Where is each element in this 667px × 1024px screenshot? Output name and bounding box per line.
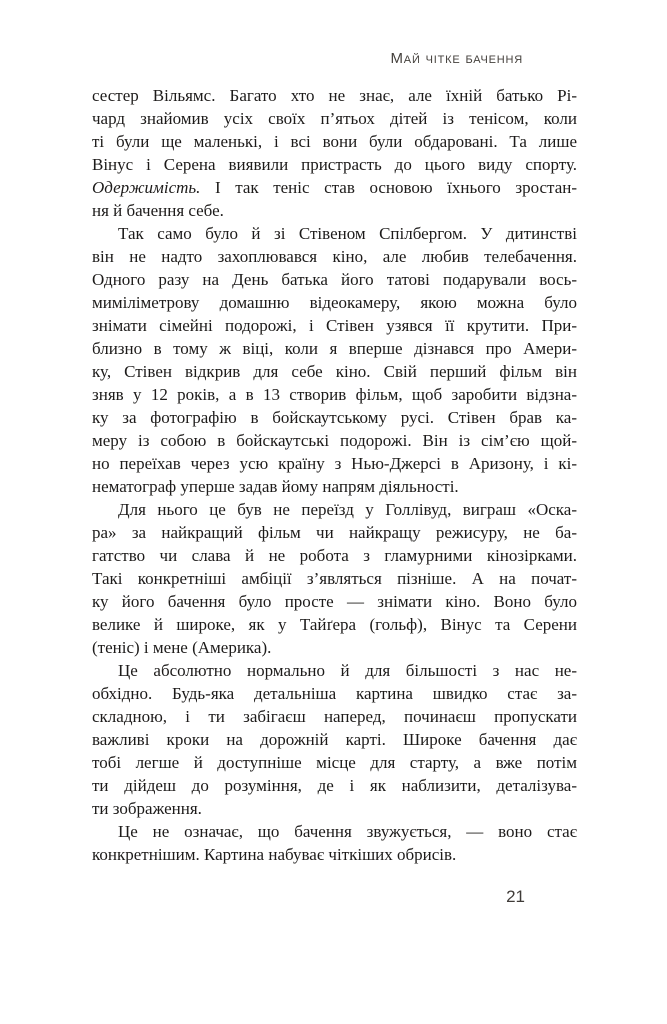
text-segment: важливі кроки на дорожній карті. Широке бачення дає (92, 730, 577, 749)
text-segment: Вінус і Серена виявили пристрасть до цього виду спорту. (92, 155, 577, 174)
text-line (92, 153, 577, 176)
text-line (92, 452, 577, 475)
text-line (92, 498, 577, 521)
text-line (92, 751, 577, 774)
text-line (92, 337, 577, 360)
text-line (92, 84, 577, 107)
text-segment: велике й широке, як у Тайґера (гольф), Вінус та Серени (92, 615, 577, 634)
text-line (92, 176, 577, 199)
text-segment: чард знайомив усіх своїх п’ятьох дітей із тенісом, коли (92, 109, 577, 128)
text-line (92, 268, 577, 291)
text-segment: Так само було й зі Стівеном Спілбергом. У дитинстві (118, 224, 577, 243)
text-segment: знімати сімейні подорожі, і Стівен узявся її крутити. При- (92, 316, 577, 335)
text-segment: сестер Вільямс. Багато хто не знає, але їхній батько Рі- (92, 86, 577, 105)
text-line (92, 797, 577, 820)
text-line (92, 314, 577, 337)
page-body-text (92, 84, 577, 866)
text-segment: но переїхав через усю країну з Нью-Джерсі в Аризону, і кі- (92, 454, 577, 473)
text-line (92, 360, 577, 383)
text-segment: гатство чи слава й не робота з гламурними кінозірками. (92, 546, 577, 565)
text-segment: І так теніс став основою їхнього зростан- (200, 178, 577, 197)
text-segment: ку за фотографію в бойскаутському русі. Стівен брав ка- (92, 408, 577, 427)
text-line (92, 107, 577, 130)
running-header: Май чітке бачення (390, 50, 523, 67)
text-segment: Це абсолютно нормально й для більшості з нас не- (118, 661, 577, 680)
text-line (92, 222, 577, 245)
text-line (92, 406, 577, 429)
text-line (92, 245, 577, 268)
text-line (92, 774, 577, 797)
text-segment: Одного разу на День батька його татові подарували вось- (92, 270, 577, 289)
paragraph (92, 820, 577, 866)
text-line (92, 820, 577, 843)
text-segment: Для нього це був не переїзд у Голлівуд, виграш «Оска- (118, 500, 577, 519)
text-line (92, 429, 577, 452)
text-segment: миміліметрову домашню відеокамеру, якою можна було (92, 293, 577, 312)
text-segment: конкретнішим. Картина набуває чіткіших обрисів. (92, 845, 457, 864)
paragraph (92, 222, 577, 498)
text-line (92, 613, 577, 636)
italic-text-segment: Одержимість. (92, 178, 201, 197)
text-segment: ті були ще маленькі, і всі вони були обдаровані. Та лише (92, 132, 577, 151)
text-segment: він не надто захоплювався кіно, але любив телебачення. (92, 247, 577, 266)
text-segment: зняв у 12 років, а в 13 створив фільм, щоб заробити відзна- (92, 385, 577, 404)
text-segment: нематограф уперше задав йому напрям діяльності. (92, 477, 459, 496)
text-line (92, 590, 577, 613)
text-line (92, 659, 577, 682)
text-segment: близно в тому ж віці, коли я вперше дізнався про Амери- (92, 339, 577, 358)
text-line (92, 475, 577, 498)
text-segment: складною, і ти забігаєш наперед, починаєш пропускати (92, 707, 577, 726)
text-segment: Це не означає, що бачення звужується, — воно стає (118, 822, 577, 841)
text-segment: ра» за найкращий фільм чи найкращу режисуру, не ба- (92, 523, 577, 542)
text-line (92, 705, 577, 728)
text-segment: меру із собою в бойскаутські подорожі. Він із сім’єю щой- (92, 431, 577, 450)
text-line (92, 636, 577, 659)
text-segment: Такі конкретніші амбіції з’являться пізніше. А на почат- (92, 569, 577, 588)
paragraph (92, 498, 577, 659)
text-line (92, 843, 577, 866)
text-line (92, 291, 577, 314)
text-line (92, 383, 577, 406)
text-line (92, 544, 577, 567)
text-line (92, 682, 577, 705)
text-line (92, 199, 577, 222)
text-segment: ку його бачення було просте — знімати кіно. Воно було (92, 592, 577, 611)
text-segment: ти дійдеш до розуміння, де і як наблизити, деталізува- (92, 776, 577, 795)
text-segment: ку, Стівен відкрив для себе кіно. Свій перший фільм він (92, 362, 577, 381)
text-line (92, 130, 577, 153)
text-segment: тобі легше й доступніше місце для старту, а вже потім (92, 753, 577, 772)
page-number: 21 (506, 887, 525, 906)
paragraph (92, 84, 577, 222)
text-line (92, 521, 577, 544)
text-line (92, 728, 577, 751)
text-segment: ти зображення. (92, 799, 202, 818)
text-segment: (теніс) і мене (Америка). (92, 638, 272, 657)
paragraph (92, 659, 577, 820)
text-segment: обхідно. Будь-яка детальніша картина швидко стає за- (92, 684, 577, 703)
text-segment: ня й бачення себе. (92, 201, 224, 220)
text-line (92, 567, 577, 590)
